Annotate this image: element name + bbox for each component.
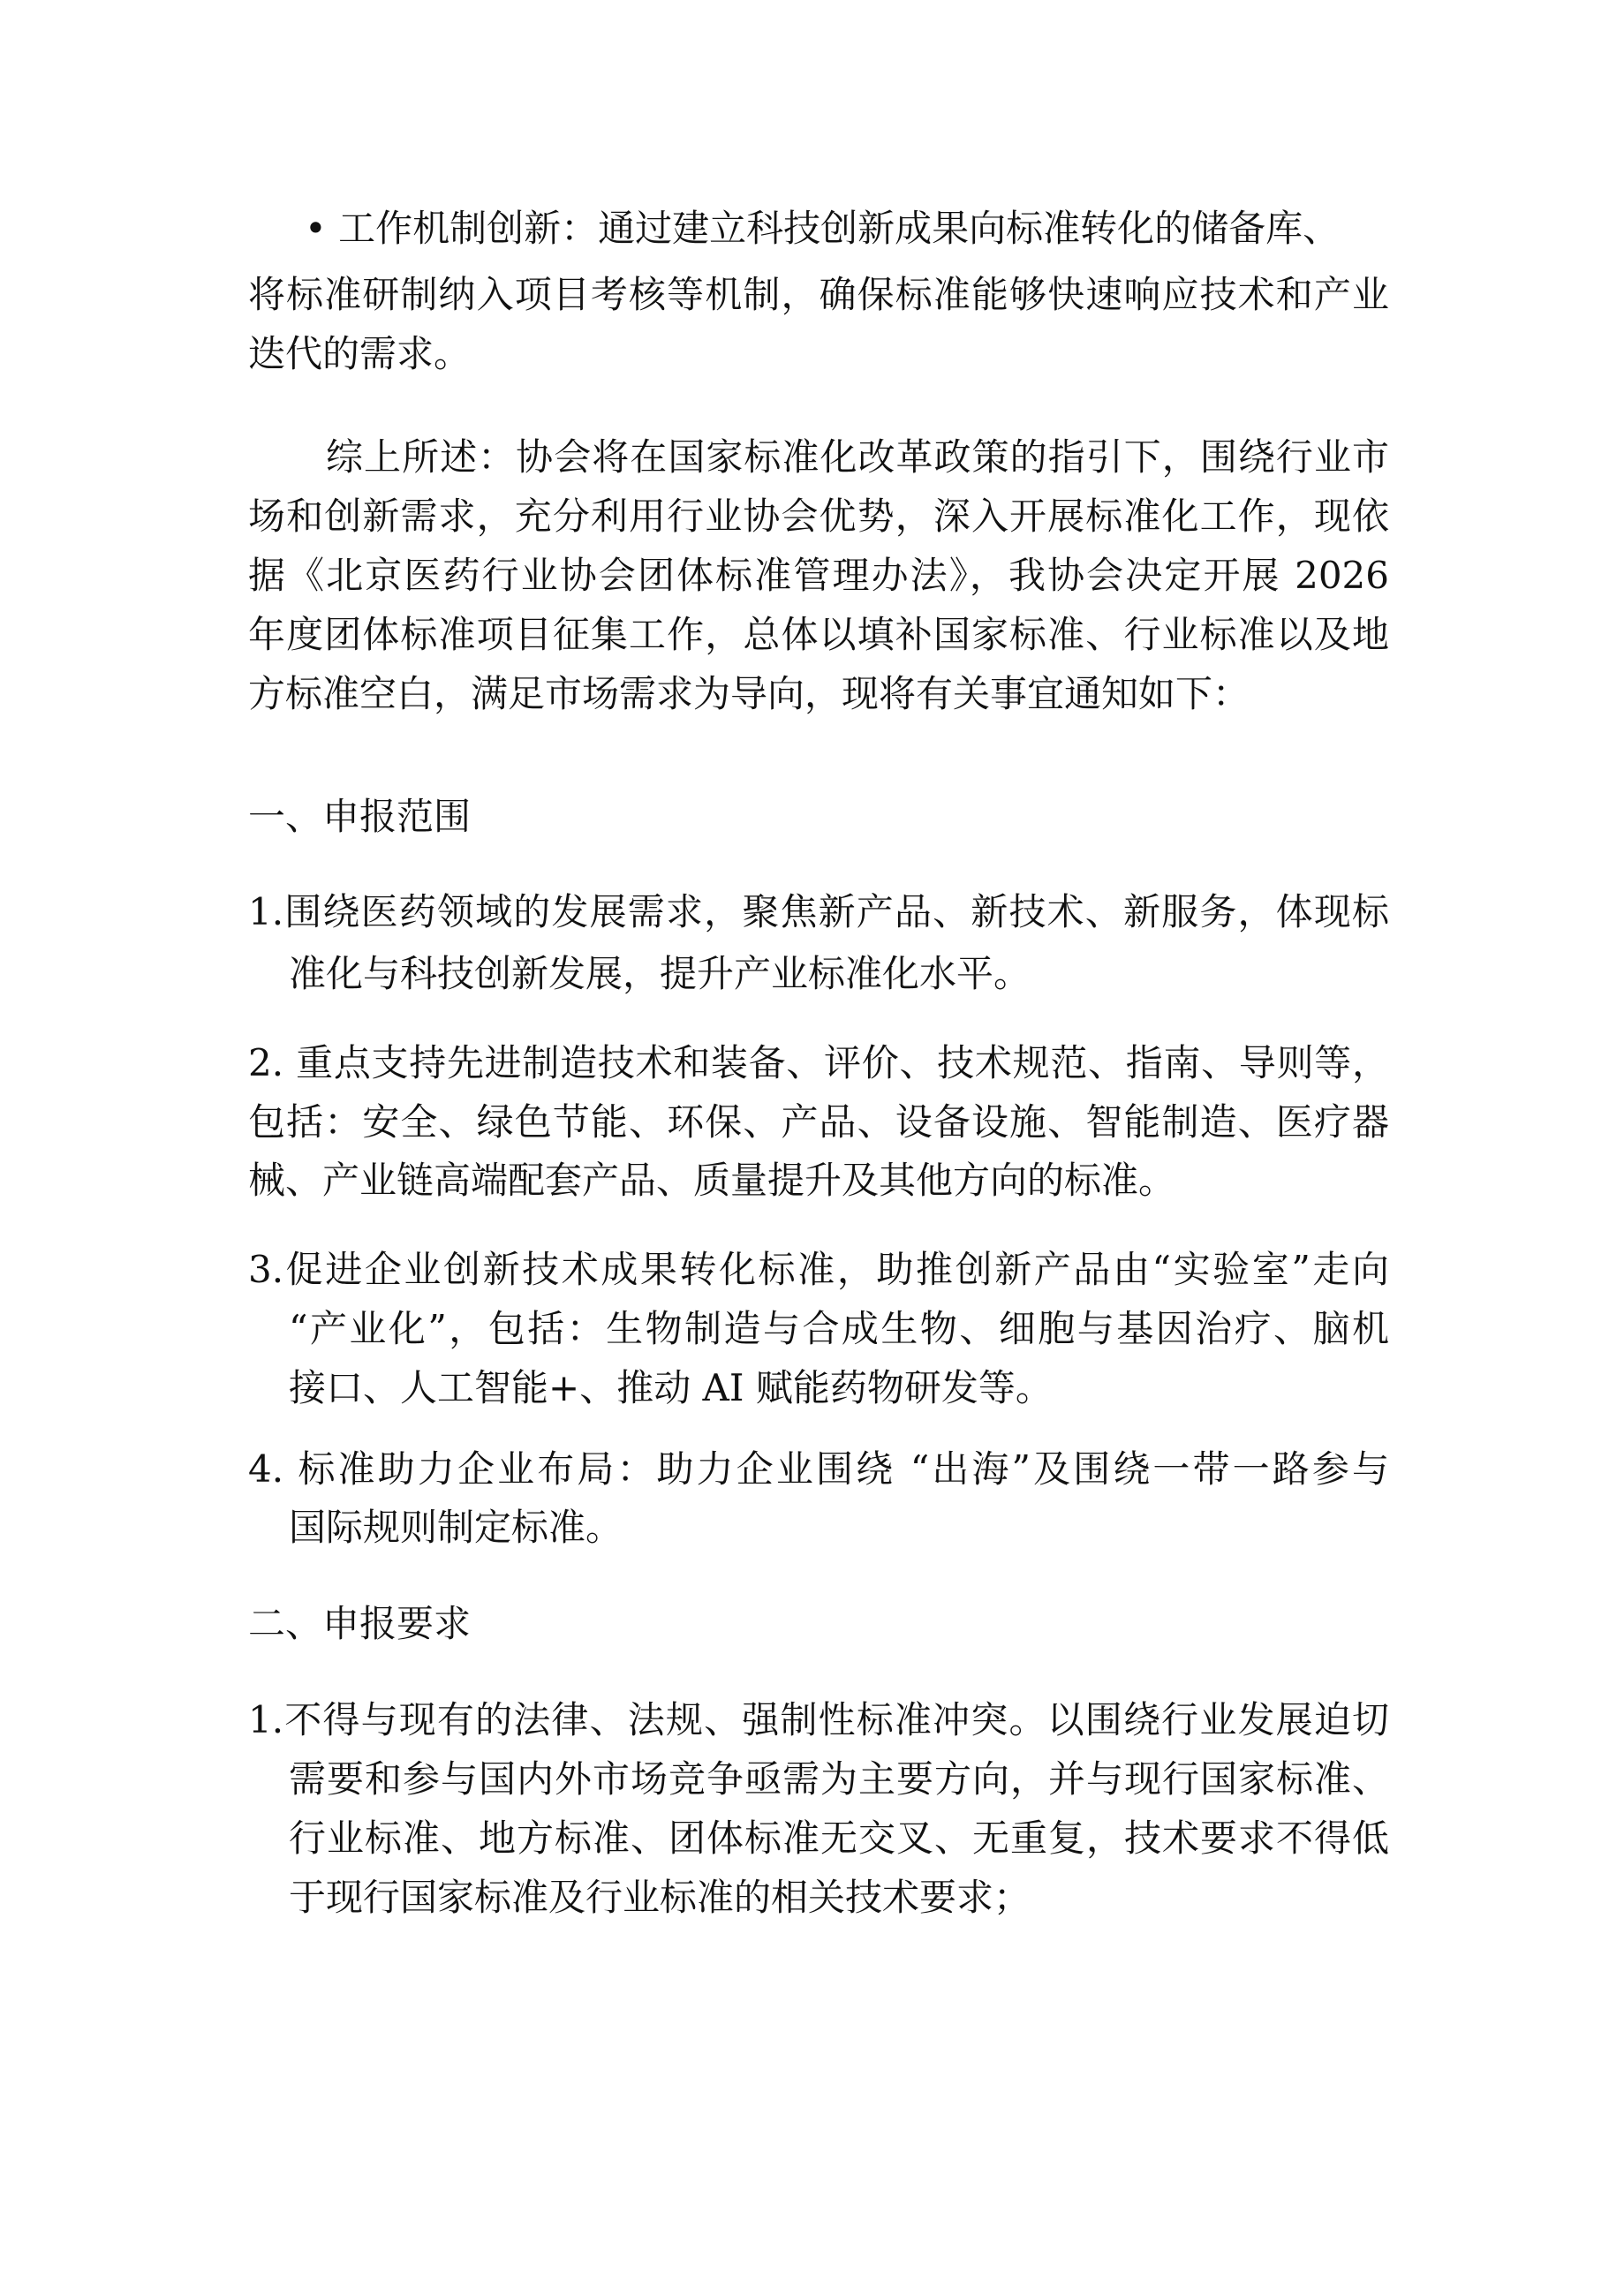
bullet-line-1 (305, 204, 1340, 253)
scope-item-3-line-3: 接口、人工智能+、推动 AI 赋能药物研发等。 (289, 1366, 1053, 1409)
scope-item-3-line-2: “产业化”，包括：生物制造与合成生物、细胞与基因治疗、脑机 (289, 1307, 1389, 1350)
req-item-1-line-2: 需要和参与国内外市场竞争亟需为主要方向，并与现行国家标准、 (289, 1757, 1389, 1801)
scope-item-2-line-3: 械、产业链高端配套产品、质量提升及其他方向的标准。 (248, 1159, 1176, 1202)
summary-line-2: 场和创新需求，充分利用行业协会优势，深入开展标准化工作，现依 (248, 495, 1389, 538)
section-heading-requirements: 二、申报要求 (248, 1602, 472, 1645)
req-item-1-line-1: 1.不得与现有的法律、法规、强制性标准冲突。以围绕行业发展迫切 (248, 1698, 1389, 1741)
scope-item-4-line-1: 4. 标准助力企业布局：助力企业围绕 “出海”及围绕一带一路参与 (248, 1447, 1389, 1491)
summary-line-1: 综上所述：协会将在国家标准化改革政策的指引下，围绕行业市 (326, 435, 1389, 479)
summary-line-4: 年度团体标准项目征集工作，总体以填补国家标准、行业标准以及地 (248, 613, 1389, 656)
req-item-1-line-4: 于现行国家标准及行业标准的相关技术要求； (289, 1876, 1031, 1919)
scope-item-1-line-2: 准化与科技创新发展，提升产业标准化水平。 (289, 952, 1031, 995)
scope-item-2-line-1: 2. 重点支持先进制造技术和装备、评价、技术规范、指南、导则等， (248, 1041, 1389, 1084)
section-heading-scope: 一、申报范围 (248, 795, 472, 838)
scope-item-4-line-2: 国际规则制定标准。 (289, 1506, 623, 1549)
summary-line-3: 据《北京医药行业协会团体标准管理办法》，我协会决定开展 2026 (248, 554, 1389, 597)
req-item-1-line-3: 行业标准、地方标准、团体标准无交叉、无重复，技术要求不得低 (289, 1816, 1389, 1860)
bullet-line-3: 迭代的需求。 (248, 332, 472, 375)
bullet-icon: • (305, 207, 327, 250)
bullet-line-2: 将标准研制纳入项目考核等机制，确保标准能够快速响应技术和产业 (248, 273, 1389, 316)
scope-item-2-line-2: 包括：安全、绿色节能、环保、产品、设备设施、智能制造、医疗器 (248, 1100, 1389, 1144)
summary-line-5: 方标准空白，满足市场需求为导向，现将有关事宜通知如下： (248, 672, 1250, 715)
scope-item-1-line-1: 1.围绕医药领域的发展需求，聚焦新产品、新技术、新服务，体现标 (248, 890, 1389, 933)
bullet-text: 工作机制创新：通过建立科技创新成果向标准转化的储备库、 (338, 207, 1341, 250)
scope-item-3-line-1: 3.促进企业创新技术成果转化标准，助推创新产品由“实验室”走向 (248, 1248, 1389, 1291)
